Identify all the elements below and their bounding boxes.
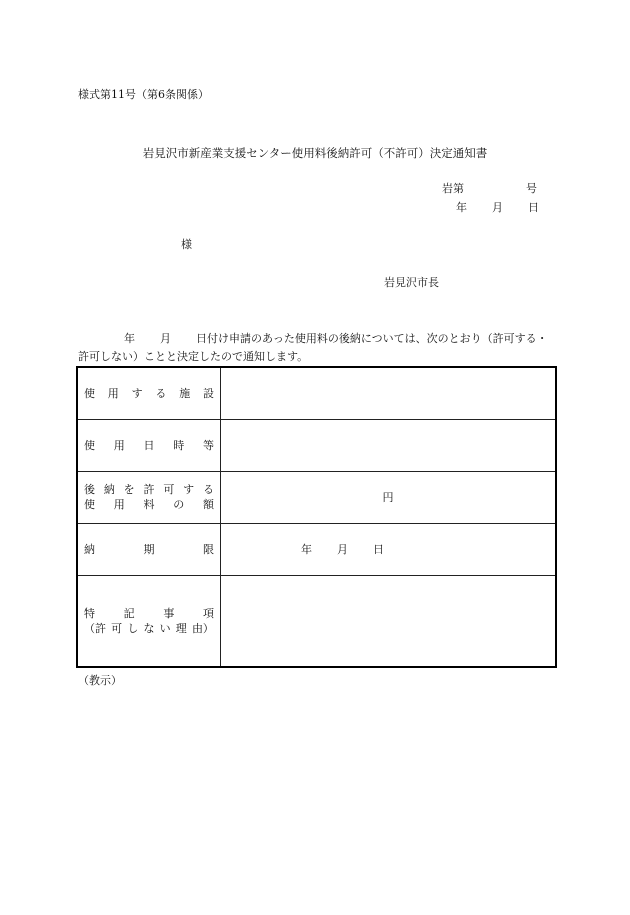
value-due-date (221, 523, 557, 575)
due-date-year: 年 (301, 543, 312, 556)
value-usage-datetime (221, 419, 557, 471)
due-date-day: 日 (373, 543, 384, 556)
label-fee-amount-line-1: 後 納 を 許 可 す る (84, 483, 214, 496)
body-month: 月 (160, 332, 171, 345)
value-special-notes (221, 575, 557, 667)
label-fee-amount-line-2: 使 用 料 の 額 (84, 498, 214, 511)
issue-date-year: 年 (456, 201, 467, 214)
document-number-suffix: 号 (526, 182, 537, 195)
notice-details-table (76, 366, 557, 668)
label-usage-datetime-line: 使 用 日 時 等 (84, 438, 214, 452)
label-special-notes-line-1: 特 記 事 項 (84, 606, 214, 620)
body-rest: 日付け申請のあった使用料の後納については、次のとおり（許可する・許可しない）ことと決定したので通知します。 (78, 332, 548, 363)
table-row-fee-amount (77, 471, 556, 523)
label-fee-amount (77, 471, 221, 523)
table-row-due-date (77, 523, 556, 575)
document-number-prefix: 岩第 (442, 182, 464, 195)
issue-date-line (456, 199, 539, 215)
due-date-month: 月 (337, 543, 348, 556)
body-year: 年 (124, 332, 135, 345)
issue-date-month: 月 (492, 201, 503, 214)
label-special-notes (77, 575, 221, 667)
table-row-usage-datetime (77, 419, 556, 471)
form-number: 様式第11号（第6条関係） (78, 88, 209, 101)
label-due-date-line: 納 期 限 (84, 542, 214, 556)
issuer-name: 岩見沢市長 (384, 276, 439, 289)
label-usage-datetime (77, 419, 221, 471)
label-special-notes-line-2: （許 可 し な い 理 由） (84, 621, 214, 635)
issue-date-day: 日 (528, 201, 539, 214)
label-facility-line: 使 用 す る 施 設 (84, 386, 214, 400)
table-row-special-notes (77, 575, 556, 667)
document-title: 岩見沢市新産業支援センター使用料後納許可（不許可）決定通知書 (142, 146, 488, 160)
table-row-facility (77, 367, 556, 419)
value-fee-amount: 円 (221, 471, 557, 523)
addressee-suffix: 様 (181, 238, 192, 251)
label-due-date (77, 523, 221, 575)
value-facility (221, 367, 557, 419)
instruction-label: （教示） (78, 674, 122, 687)
label-facility (77, 367, 221, 419)
notice-body-text (78, 330, 558, 366)
document-number-line (442, 180, 537, 196)
